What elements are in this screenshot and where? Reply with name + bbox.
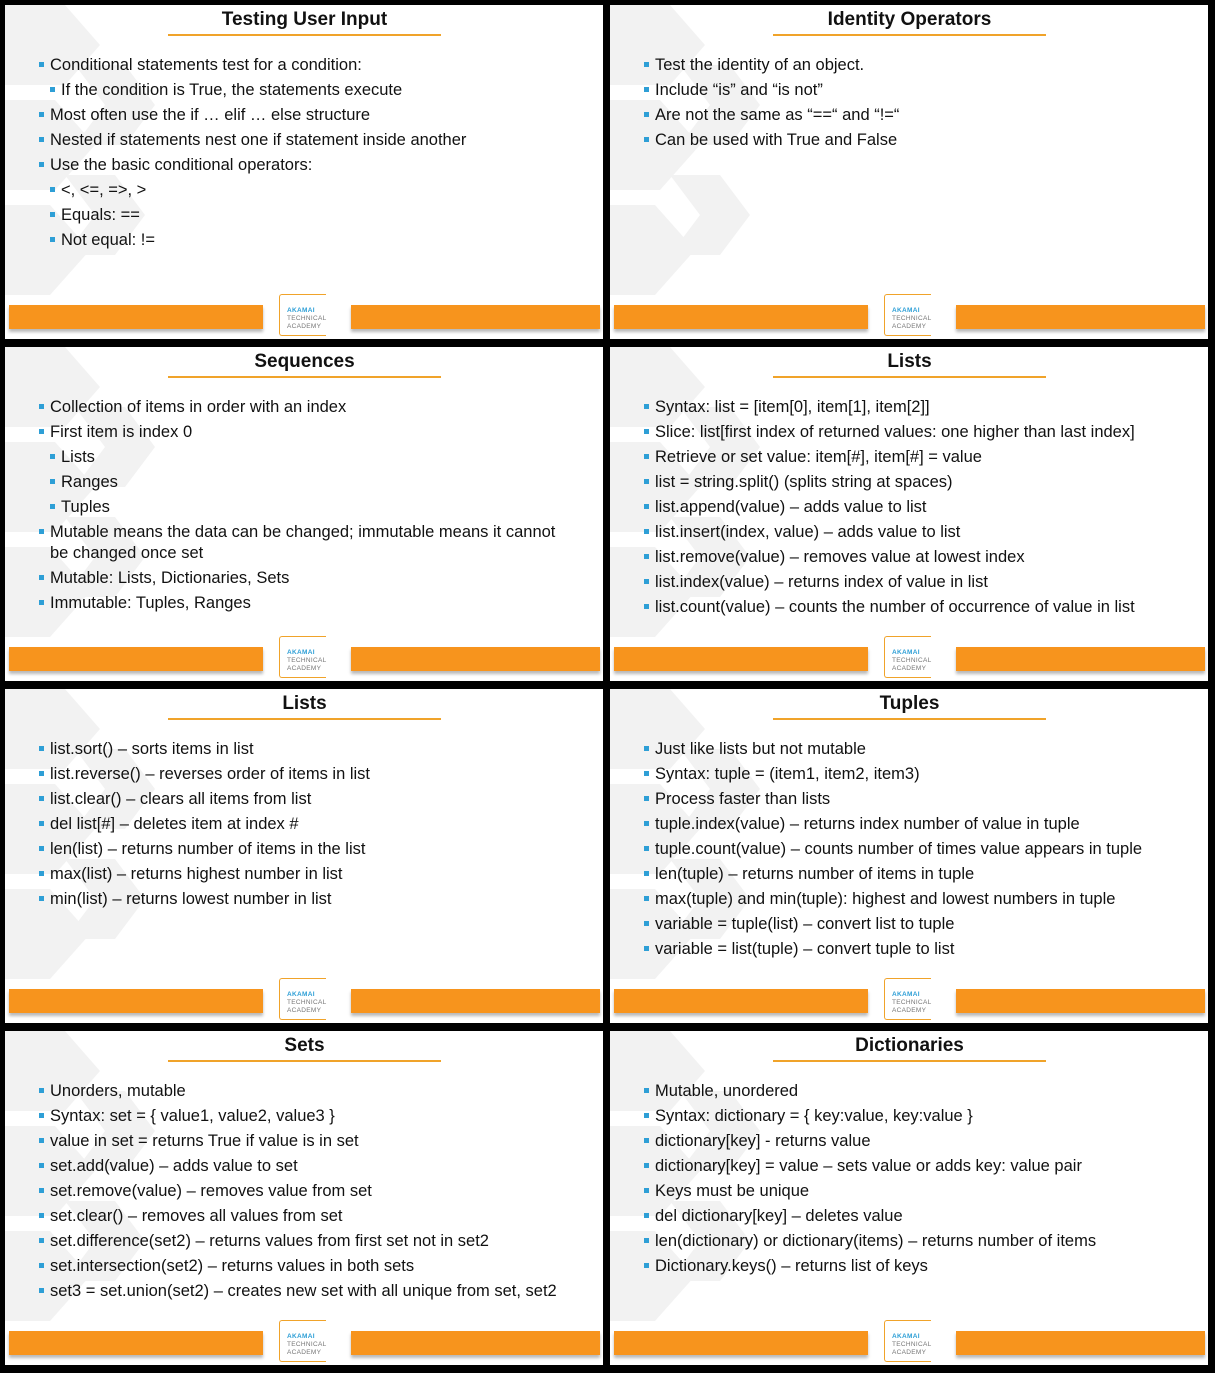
bullet-item: [50, 497, 570, 518]
title-underline: [773, 1060, 1046, 1062]
logo-line-3: ACADEMY: [892, 323, 927, 330]
bullet-square-icon: [644, 1113, 649, 1118]
logo-line-1: AKAMAI: [892, 991, 920, 998]
bullet-square-icon: [644, 1213, 649, 1218]
bullet-item: [644, 447, 1135, 468]
bullet-text: set3 = set.union(set2) – creates new set with all unique from set, set2: [50, 1282, 557, 1300]
bullet-square-icon: [39, 575, 44, 580]
footer-bar-right: [956, 1331, 1205, 1355]
logo-line-2: TECHNICAL: [287, 315, 327, 322]
bullet-square-icon: [39, 162, 44, 167]
title-underline: [773, 34, 1046, 36]
bullet-square-icon: [644, 604, 649, 609]
bullet-text: del dictionary[key] – deletes value: [655, 1207, 903, 1225]
academy-logo: [279, 294, 337, 336]
bullet-item: [644, 80, 899, 101]
bullet-text: Keys must be unique: [655, 1182, 810, 1200]
bullet-text: Mutable, unordered: [655, 1082, 799, 1100]
bullet-square-icon: [39, 429, 44, 434]
bullet-item: [50, 230, 466, 251]
bullet-square-icon: [50, 454, 55, 459]
bullet-square-icon: [39, 404, 44, 409]
footer-bar-left: [9, 989, 263, 1013]
bullet-item: [50, 80, 466, 101]
bullet-text: list.reverse() – reverses order of items in list: [50, 765, 371, 783]
bullet-text: len(tuple) – returns number of items in tuple: [655, 865, 975, 883]
bullet-square-icon: [39, 771, 44, 776]
bullet-text: Unorders, mutable: [50, 1082, 186, 1100]
bullet-text: <, <=, =>, >: [61, 181, 147, 199]
slide-6: [610, 689, 1208, 1023]
bullet-square-icon: [39, 1088, 44, 1093]
footer-bar-left: [614, 305, 868, 329]
bullet-square-icon: [644, 579, 649, 584]
bullet-text: Syntax: list = [item[0], item[1], item[2]]: [655, 398, 930, 416]
bullet-square-icon: [644, 771, 649, 776]
footer-bar-left: [614, 1331, 868, 1355]
bullet-text: variable = tuple(list) – convert list to tuple: [655, 915, 955, 933]
bullet-item: [644, 130, 899, 151]
bullet-square-icon: [644, 87, 649, 92]
bullet-text: set.difference(set2) – returns values from first set not in set2: [50, 1232, 489, 1250]
bullet-square-icon: [644, 821, 649, 826]
bullet-list: [644, 739, 1142, 964]
bullet-text: Syntax: dictionary = { key:value, key:value }: [655, 1107, 973, 1125]
slide-7: [5, 1031, 603, 1365]
bullet-square-icon: [39, 871, 44, 876]
academy-logo: [279, 636, 337, 678]
logo-line-2: TECHNICAL: [287, 657, 327, 664]
bullet-item: [39, 739, 370, 760]
bullet-item: [644, 547, 1135, 568]
bullet-item: [644, 864, 1142, 885]
bullet-square-icon: [39, 846, 44, 851]
bullet-item: [39, 105, 466, 126]
academy-logo: [884, 1320, 942, 1362]
bullet-text: Most often use the if … elif … else structure: [50, 106, 371, 124]
logo-line-2: TECHNICAL: [892, 657, 932, 664]
bullet-item: [39, 1206, 557, 1227]
bullet-square-icon: [644, 479, 649, 484]
bullet-text: Are not the same as “==“ and “!=“: [655, 106, 900, 124]
bullet-text: Conditional statements test for a condition:: [50, 56, 362, 74]
bullet-item: [39, 1106, 557, 1127]
bullet-item: [39, 130, 466, 151]
bullet-text: del list[#] – deletes item at index #: [50, 815, 299, 833]
bullet-square-icon: [39, 529, 44, 534]
bullet-square-icon: [644, 1088, 649, 1093]
bullet-item: [644, 397, 1135, 418]
footer-bar-right: [351, 305, 600, 329]
academy-logo: [884, 294, 942, 336]
bullet-square-icon: [644, 796, 649, 801]
bullet-item: [39, 55, 466, 76]
bullet-square-icon: [644, 846, 649, 851]
bullet-text: Slice: list[first index of returned values: one higher than last index]: [655, 423, 1135, 441]
slide-title: Tuples: [879, 693, 940, 714]
bullet-square-icon: [644, 1188, 649, 1193]
slide-8: [610, 1031, 1208, 1365]
bullet-item: [644, 814, 1142, 835]
bullet-square-icon: [39, 796, 44, 801]
bullet-text: Mutable: Lists, Dictionaries, Sets: [50, 569, 290, 587]
bullet-text: Ranges: [61, 473, 118, 491]
bullet-text: Immutable: Tuples, Ranges: [50, 594, 251, 612]
bullet-list: [39, 1081, 557, 1306]
bullet-text: min(list) – returns lowest number in list: [50, 890, 332, 908]
bullet-item: [50, 180, 466, 201]
logo-line-2: TECHNICAL: [892, 999, 932, 1006]
bullet-square-icon: [644, 1238, 649, 1243]
logo-line-3: ACADEMY: [287, 665, 322, 672]
bullet-square-icon: [50, 87, 55, 92]
bullet-text: Just like lists but not mutable: [655, 740, 866, 758]
bullet-item: [50, 472, 570, 493]
bullet-square-icon: [39, 1263, 44, 1268]
bullet-item: [39, 814, 370, 835]
academy-logo: [884, 978, 942, 1020]
bullet-text: list.index(value) – returns index of value in list: [655, 573, 988, 591]
bullet-square-icon: [39, 1288, 44, 1293]
bullet-text: set.add(value) – adds value to set: [50, 1157, 298, 1175]
footer-bar-left: [9, 305, 263, 329]
bullet-item: [50, 447, 570, 468]
bullet-square-icon: [39, 896, 44, 901]
bullet-list: [644, 397, 1135, 622]
bullet-square-icon: [644, 1163, 649, 1168]
bullet-item: [39, 1131, 557, 1152]
academy-logo: [279, 978, 337, 1020]
bullet-square-icon: [39, 1138, 44, 1143]
bullet-text: Collection of items in order with an index: [50, 398, 347, 416]
footer-bar-right: [956, 989, 1205, 1013]
bullet-item: [644, 839, 1142, 860]
bullet-item: [644, 1081, 1096, 1102]
bullet-text: First item is index 0: [50, 423, 193, 441]
slide-title: Sets: [284, 1035, 325, 1056]
slide-2: [610, 5, 1208, 339]
slide-title: Identity Operators: [827, 9, 992, 30]
title-underline: [168, 718, 441, 720]
bullet-text: Retrieve or set value: item[#], item[#] = value: [655, 448, 982, 466]
footer-bar-left: [614, 989, 868, 1013]
bullet-text: Equals: ==: [61, 206, 140, 224]
logo-line-2: TECHNICAL: [892, 315, 932, 322]
bullet-text: value in set = returns True if value is in set: [50, 1132, 359, 1150]
logo-line-3: ACADEMY: [287, 1007, 322, 1014]
bullet-item: [50, 205, 466, 226]
academy-logo: [884, 636, 942, 678]
bullet-item: [644, 764, 1142, 785]
bullet-square-icon: [644, 404, 649, 409]
bullet-text: Mutable means the data can be changed; immutable means it cannot be changed once set: [50, 523, 556, 562]
bullet-text: variable = list(tuple) – convert tuple to list: [655, 940, 955, 958]
bullet-text: If the condition is True, the statements execute: [61, 81, 403, 99]
footer-bar-left: [614, 647, 868, 671]
slide-5: [5, 689, 603, 1023]
bullet-square-icon: [50, 237, 55, 242]
logo-line-3: ACADEMY: [892, 1007, 927, 1014]
bullet-item: [644, 1131, 1096, 1152]
bullet-text: Test the identity of an object.: [655, 56, 865, 74]
bullet-square-icon: [39, 1163, 44, 1168]
bullet-item: [644, 1231, 1096, 1252]
bullet-square-icon: [50, 479, 55, 484]
bullet-item: [644, 55, 899, 76]
bullet-item: [39, 1281, 557, 1302]
bullet-square-icon: [644, 1138, 649, 1143]
logo-line-1: AKAMAI: [892, 307, 920, 314]
bullet-item: [644, 1206, 1096, 1227]
logo-line-1: AKAMAI: [287, 307, 315, 314]
bullet-text: dictionary[key] = value – sets value or adds key: value pair: [655, 1157, 1082, 1175]
slide-title: Lists: [282, 693, 327, 714]
bullet-square-icon: [644, 921, 649, 926]
bullet-item: [644, 1106, 1096, 1127]
bullet-item: [39, 1256, 557, 1277]
bullet-item: [644, 889, 1142, 910]
bullet-item: [644, 422, 1135, 443]
bullet-item: [644, 472, 1135, 493]
bullet-square-icon: [644, 896, 649, 901]
bullet-item: [39, 1156, 557, 1177]
logo-line-1: AKAMAI: [287, 1333, 315, 1340]
logo-line-3: ACADEMY: [892, 1349, 927, 1356]
bullet-text: Include “is” and “is not”: [655, 81, 823, 99]
bullet-square-icon: [644, 554, 649, 559]
bullet-square-icon: [644, 62, 649, 67]
bullet-square-icon: [50, 212, 55, 217]
bullet-square-icon: [50, 504, 55, 509]
bullet-text: list.clear() – clears all items from list: [50, 790, 312, 808]
bullet-item: [39, 1181, 557, 1202]
bullet-text: len(dictionary) or dictionary(items) – returns number of items: [655, 1232, 1097, 1250]
academy-logo: [279, 1320, 337, 1362]
bullet-text: max(tuple) and min(tuple): highest and lowest numbers in tuple: [655, 890, 1116, 908]
bullet-item: [644, 105, 899, 126]
logo-line-1: AKAMAI: [287, 649, 315, 656]
bullet-list: [39, 397, 570, 618]
bullet-item: [644, 572, 1135, 593]
title-underline: [168, 376, 441, 378]
bullet-square-icon: [39, 746, 44, 751]
bullet-item: [39, 397, 570, 418]
bullet-item: [644, 914, 1142, 935]
bullet-item: [644, 939, 1142, 960]
bullet-text: list.sort() – sorts items in list: [50, 740, 254, 758]
bullet-item: [39, 839, 370, 860]
title-underline: [168, 34, 441, 36]
title-underline: [773, 718, 1046, 720]
logo-line-1: AKAMAI: [892, 649, 920, 656]
bullet-text: tuple.index(value) – returns index number of value in tuple: [655, 815, 1080, 833]
bullet-item: [39, 422, 570, 443]
bullet-item: [39, 789, 370, 810]
bullet-square-icon: [644, 504, 649, 509]
bullet-text: tuple.count(value) – counts number of times value appears in tuple: [655, 840, 1143, 858]
bullet-text: max(list) – returns highest number in list: [50, 865, 343, 883]
bullet-item: [39, 764, 370, 785]
slide-title: Sequences: [254, 351, 355, 372]
bullet-item: [644, 1256, 1096, 1277]
footer-bar-right: [351, 989, 600, 1013]
bullet-text: len(list) – returns number of items in the list: [50, 840, 366, 858]
bullet-text: list.remove(value) – removes value at lowest index: [655, 548, 1025, 566]
bullet-item: [644, 522, 1135, 543]
slide-title: Testing User Input: [221, 9, 388, 30]
logo-line-3: ACADEMY: [287, 323, 322, 330]
bullet-text: Use the basic conditional operators:: [50, 156, 313, 174]
bullet-square-icon: [39, 1113, 44, 1118]
bullet-square-icon: [644, 112, 649, 117]
bullet-square-icon: [39, 821, 44, 826]
bullet-square-icon: [644, 137, 649, 142]
logo-line-2: TECHNICAL: [287, 999, 327, 1006]
bullet-text: Lists: [61, 448, 95, 466]
bullet-square-icon: [644, 746, 649, 751]
footer-bar-left: [9, 647, 263, 671]
logo-line-1: AKAMAI: [892, 1333, 920, 1340]
bullet-square-icon: [644, 1263, 649, 1268]
footer-bar-right: [351, 1331, 600, 1355]
bullet-text: Not equal: !=: [61, 231, 156, 249]
slide-title: Dictionaries: [855, 1035, 964, 1056]
title-underline: [773, 376, 1046, 378]
bullet-square-icon: [644, 529, 649, 534]
bullet-item: [39, 593, 570, 614]
bullet-item: [644, 597, 1135, 618]
bullet-text: set.clear() – removes all values from set: [50, 1207, 343, 1225]
bullet-square-icon: [39, 137, 44, 142]
bullet-item: [644, 1181, 1096, 1202]
bullet-text: list.count(value) – counts the number of occurrence of value in list: [655, 598, 1135, 616]
bullet-text: Dictionary.keys() – returns list of keys: [655, 1257, 928, 1275]
bullet-list: [39, 55, 466, 255]
bullet-text: Syntax: tuple = (item1, item2, item3): [655, 765, 920, 783]
footer-bar-left: [9, 1331, 263, 1355]
bullet-square-icon: [39, 62, 44, 67]
bullet-item: [644, 789, 1142, 810]
bullet-text: Syntax: set = { value1, value2, value3 }: [50, 1107, 335, 1125]
bullet-square-icon: [39, 1238, 44, 1243]
bullet-list: [644, 1081, 1096, 1281]
bullet-item: [39, 522, 570, 564]
bullet-text: Tuples: [61, 498, 110, 516]
bullet-item: [39, 864, 370, 885]
bullet-text: list.append(value) – adds value to list: [655, 498, 927, 516]
bullet-item: [644, 1156, 1096, 1177]
footer-bar-right: [351, 647, 600, 671]
slide-1: [5, 5, 603, 339]
title-underline: [168, 1060, 441, 1062]
footer-bar-right: [956, 305, 1205, 329]
slide-4: [610, 347, 1208, 681]
footer-bar-right: [956, 647, 1205, 671]
bullet-text: dictionary[key] - returns value: [655, 1132, 871, 1150]
bullet-text: Process faster than lists: [655, 790, 831, 808]
bullet-text: Can be used with True and False: [655, 131, 898, 149]
bullet-square-icon: [644, 946, 649, 951]
logo-line-3: ACADEMY: [287, 1349, 322, 1356]
bullet-square-icon: [644, 454, 649, 459]
bullet-square-icon: [50, 187, 55, 192]
logo-line-1: AKAMAI: [287, 991, 315, 998]
bullet-text: list = string.split() (splits string at spaces): [655, 473, 953, 491]
bullet-square-icon: [39, 600, 44, 605]
bullet-text: set.intersection(set2) – returns values in both sets: [50, 1257, 415, 1275]
bullet-text: Nested if statements nest one if statement inside another: [50, 131, 467, 149]
slide-title: Lists: [887, 351, 932, 372]
logo-line-3: ACADEMY: [892, 665, 927, 672]
bullet-item: [39, 889, 370, 910]
slide-3: [5, 347, 603, 681]
bullet-square-icon: [39, 1213, 44, 1218]
bullet-text: list.insert(index, value) – adds value to list: [655, 523, 961, 541]
bullet-item: [39, 1231, 557, 1252]
bullet-text: set.remove(value) – removes value from set: [50, 1182, 372, 1200]
bullet-item: [39, 155, 466, 176]
bullet-item: [39, 568, 570, 589]
logo-line-2: TECHNICAL: [287, 1341, 327, 1348]
bullet-item: [644, 739, 1142, 760]
watermark-pattern: [610, 5, 1208, 305]
bullet-item: [39, 1081, 557, 1102]
bullet-item: [644, 497, 1135, 518]
logo-line-2: TECHNICAL: [892, 1341, 932, 1348]
bullet-square-icon: [39, 112, 44, 117]
bullet-list: [39, 739, 370, 914]
bullet-list: [644, 55, 899, 155]
bullet-square-icon: [644, 871, 649, 876]
bullet-square-icon: [644, 429, 649, 434]
bullet-square-icon: [39, 1188, 44, 1193]
